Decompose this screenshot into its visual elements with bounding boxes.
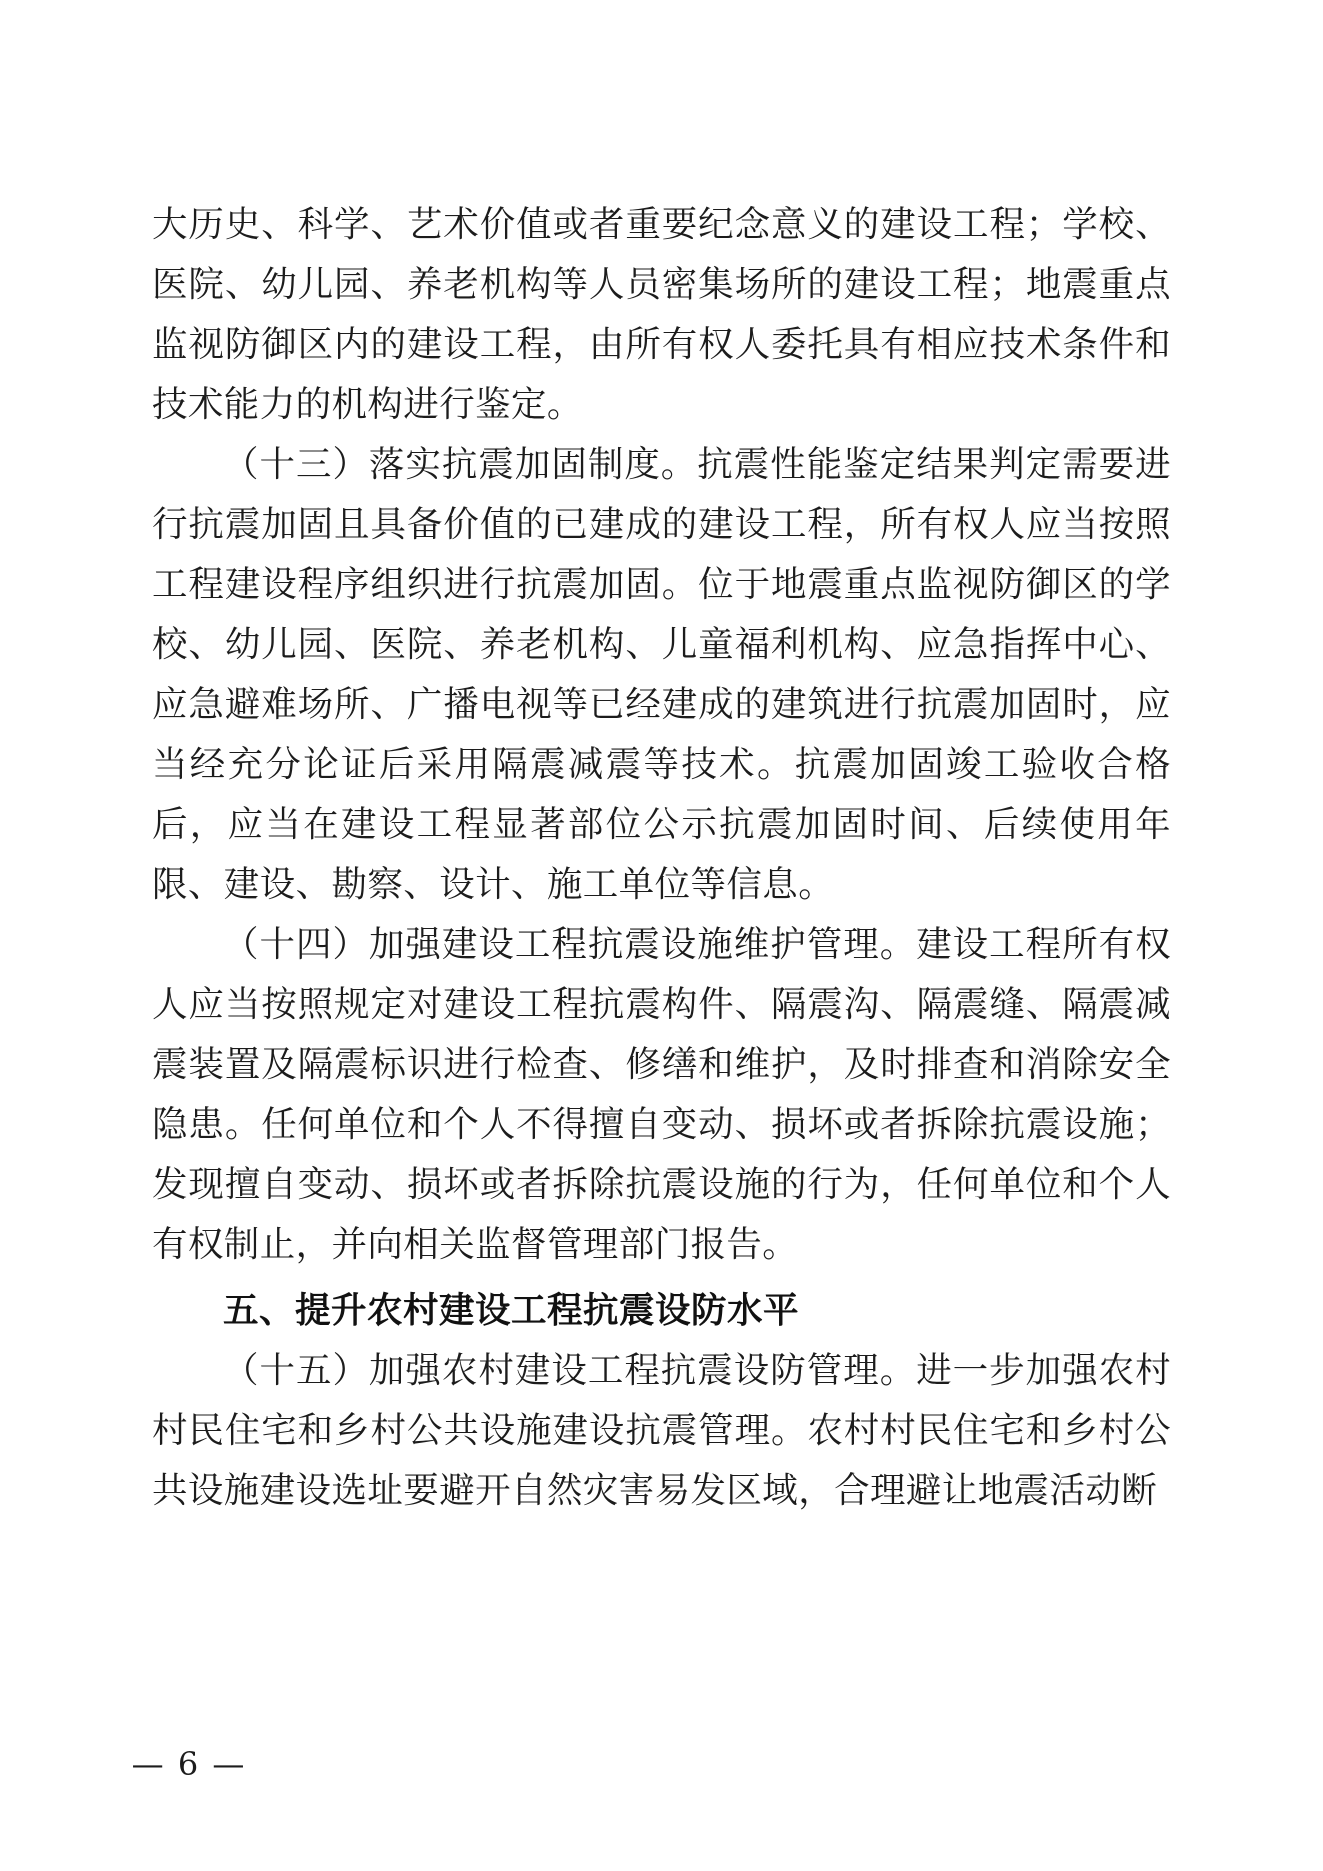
page-number: — 6 —: [131, 1745, 247, 1783]
paragraph-item-14: （十四）加强建设工程抗震设施维护管理。建设工程所有权人应当按照规定对建设工程抗震构件、隔震沟、隔震缝、隔震减震装置及隔震标识进行检查、修缮和维护，及时排查和消除安全隐患。任何单位和个人不得擅自变动、损坏或者拆除抗震设施；发现擅自变动、损坏或者拆除抗震设施的行为，任何单位和个人有权制止，并向相关监督管理部门报告。: [152, 924, 1171, 1265]
paragraph-continued: 大历史、科学、艺术价值或者重要纪念意义的建设工程；学校、医院、幼儿园、养老机构等人员密集场所的建设工程；地震重点监视防御区内的建设工程，由所有权人委托具有相应技术条件和技术能力的机构进行鉴定。: [152, 204, 1171, 425]
document-body: [152, 195, 1171, 1521]
paragraph-item-13: （十三）落实抗震加固制度。抗震性能鉴定结果判定需要进行抗震加固且具备价值的已建成的建设工程，所有权人应当按照工程建设程序组织进行抗震加固。位于地震重点监视防御区的学校、幼儿园、医院、养老机构、儿童福利机构、应急指挥中心、应急避难场所、广播电视等已经建成的建筑进行抗震加固时，应当经充分论证后采用隔震减震等技术。抗震加固竣工验收合格后，应当在建设工程显著部位公示抗震加固时间、后续使用年限、建设、勘察、设计、施工单位等信息。: [152, 444, 1171, 905]
paragraph-item-15: （十五）加强农村建设工程抗震设防管理。进一步加强农村村民住宅和乡村公共设施建设抗震管理。农村村民住宅和乡村公共设施建设选址要避开自然灾害易发区域，合理避让地震活动断: [152, 1350, 1171, 1511]
section-heading-five: 五、提升农村建设工程抗震设防水平: [223, 1290, 800, 1331]
